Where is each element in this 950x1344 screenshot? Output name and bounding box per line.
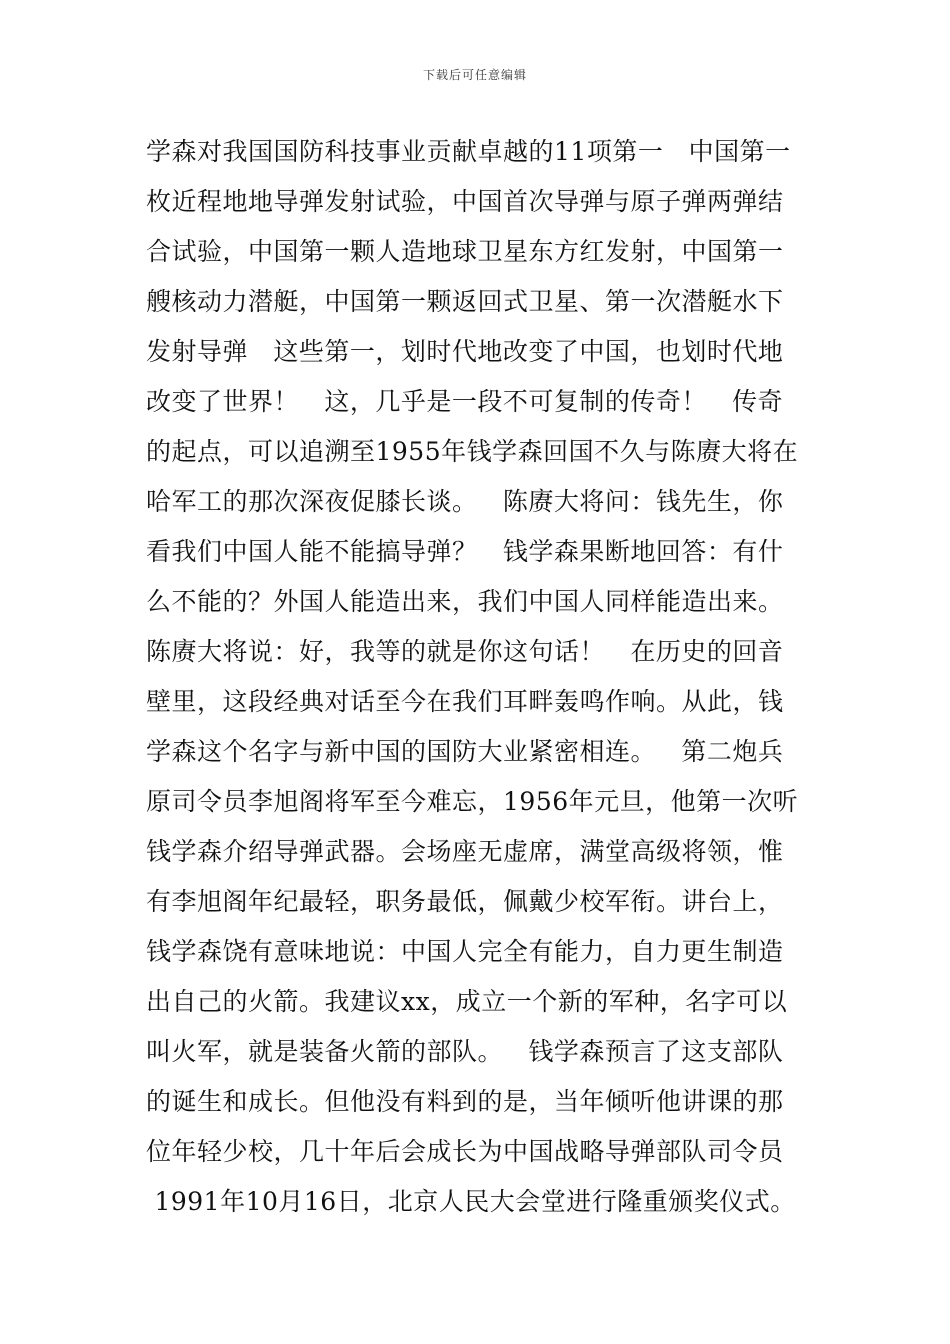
text-line: 1991年10月16日，北京人民大会堂进行隆重颁奖仪式。 (146, 1187, 796, 1216)
text-line: 叫火军，就是装备火箭的部队。 钱学森预言了这支部队 (146, 1037, 784, 1066)
text-line: 的起点，可以追溯至1955年钱学森回国不久与陈赓大将在 (146, 437, 799, 466)
text-line: 发射导弹 这些第一，划时代地改变了中国，也划时代地 (146, 337, 784, 366)
text-line: 钱学森饶有意味地说：中国人完全有能力，自力更生制造 (146, 937, 784, 966)
text-line: 出自己的火箭。我建议xx，成立一个新的军种，名字可以 (146, 987, 788, 1016)
text-line: 艘核动力潜艇，中国第一颗返回式卫星、第一次潜艇水下 (146, 287, 784, 316)
body-text (146, 127, 826, 1227)
text-line: 有李旭阁年纪最轻，职务最低，佩戴少校军衔。讲台上， (146, 887, 784, 916)
text-line: 枚近程地地导弹发射试验，中国首次导弹与原子弹两弹结 (146, 187, 784, 216)
text-line: 学森对我国国防科技事业贡献卓越的11项第一 中国第一 (146, 137, 791, 166)
text-line: 合试验，中国第一颗人造地球卫星东方红发射，中国第一 (146, 237, 784, 266)
text-line: 哈军工的那次深夜促膝长谈。 陈赓大将问：钱先生，你 (146, 487, 784, 516)
text-line: 学森这个名字与新中国的国防大业紧密相连。 第二炮兵 (146, 737, 784, 766)
text-line: 的诞生和成长。但他没有料到的是，当年倾听他讲课的那 (146, 1087, 784, 1116)
page-header: 下载后可任意编辑 (422, 68, 527, 82)
text-line: 么不能的？外国人能造出来，我们中国人同样能造出来。 (146, 587, 784, 616)
text-line: 原司令员李旭阁将军至今难忘，1956年元旦，他第一次听 (146, 787, 799, 816)
text-line: 壁里，这段经典对话至今在我们耳畔轰鸣作响。从此，钱 (146, 687, 784, 716)
text-line: 改变了世界！ 这，几乎是一段不可复制的传奇！ 传奇 (146, 387, 784, 416)
text-line: 陈赓大将说：好，我等的就是你这句话！ 在历史的回音 (146, 637, 784, 666)
text-line: 钱学森介绍导弹武器。会场座无虚席，满堂高级将领，惟 (146, 837, 784, 866)
text-line: 看我们中国人能不能搞导弹？ 钱学森果断地回答：有什 (146, 537, 784, 566)
text-line: 位年轻少校，几十年后会成长为中国战略导弹部队司令员 (146, 1137, 784, 1166)
